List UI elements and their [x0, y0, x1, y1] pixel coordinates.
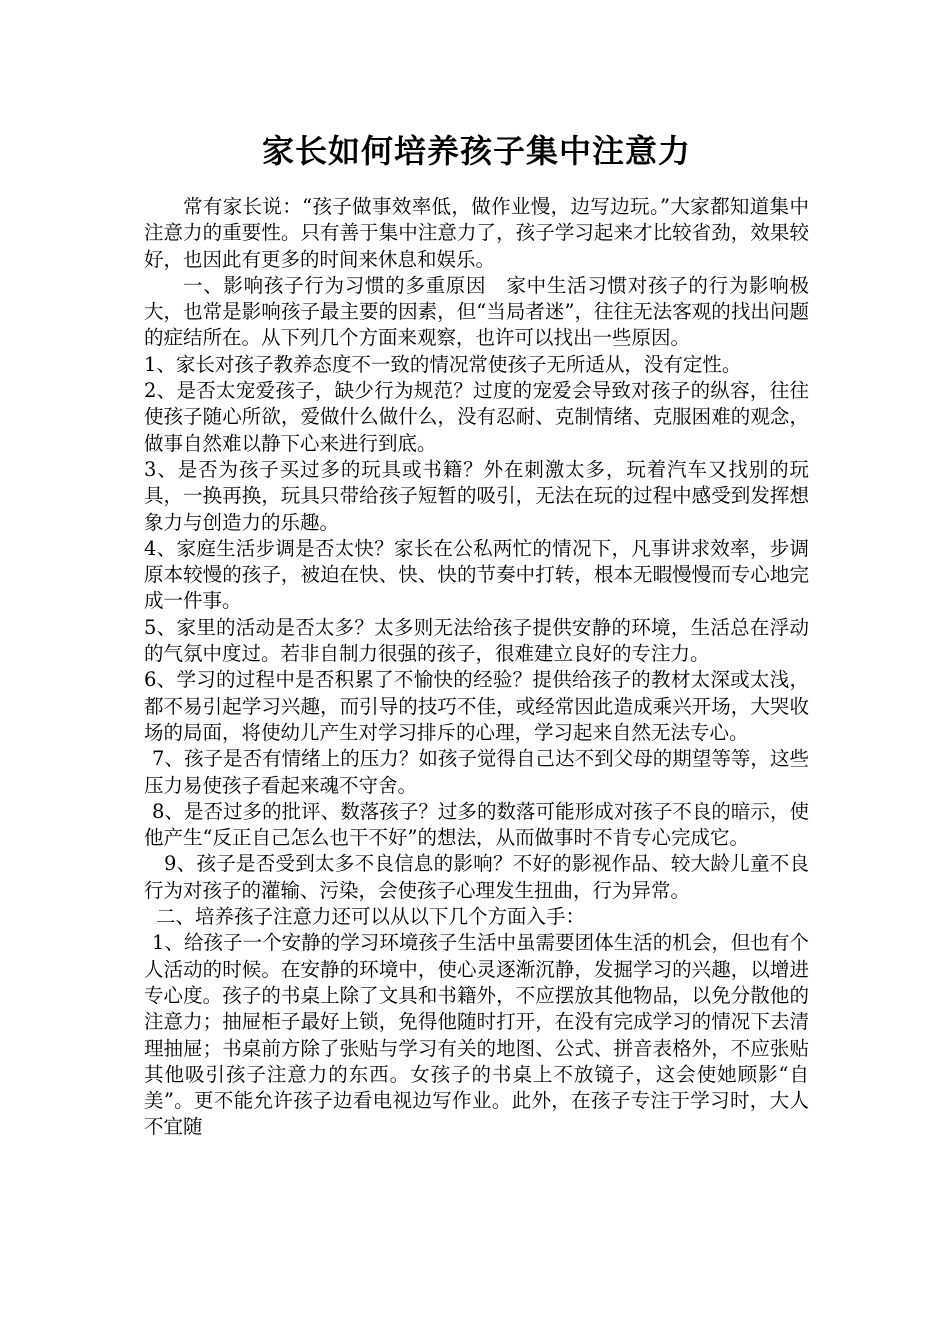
paragraph-section-2-item-1: 1、给孩子一个安静的学习环境孩子生活中虽需要团体生活的机会，但也有个人活动的时候。在安静的环境中，使心灵逐渐沉静，发掘学习的兴趣，以增进专心度。孩子的书桌上除了文具和书籍外，不应摆放其他物品，以免分散他的注意力；抽屉柜子最好上锁，免得他随时打开，在没有完成学习的情况下去清理抽屉；书桌前方除了张贴与学习有关的地图、公式、拼音表格外，不应张贴其他吸引孩子注意力的东西。女孩子的书桌上不放镜子，这会使她顾影“自美”。更不能允许孩子边看电视边写作业。此外，在孩子专注于学习时，大人不宜随: [144, 931, 809, 1139]
paragraph-item-9: 9、孩子是否受到太多不良信息的影响？不好的影视作品、较大龄儿童不良行为对孩子的灌输、污染，会使孩子心理发生扭曲，行为异常。: [144, 852, 809, 902]
paragraph-item-8: 8、是否过多的批评、数落孩子？过多的数落可能形成对孩子不良的暗示，使他产生“反正自己怎么也干不好”的想法，从而做事时不肯专心完成它。: [144, 799, 809, 850]
document-page: [144, 128, 809, 1141]
paragraph-item-5: 5、家里的活动是否太多？太多则无法给孩子提供安静的环境，生活总在浮动的气氛中度过。若非自制力很强的孩子，很难建立良好的专注力。: [144, 615, 809, 666]
paragraph-item-1: 1、家长对孩子教养态度不一致的情况常使孩子无所适从，没有定性。: [144, 352, 742, 376]
document-title: 家长如何培养孩子集中注意力: [261, 132, 691, 170]
paragraph-item-4: 4、家庭生活步调是否太快？家长在公私两忙的情况下，凡事讲求效率，步调原本较慢的孩子，被迫在快、快、快的节奏中打转，根本无暇慢慢而专心地完成一件事。: [144, 536, 809, 613]
paragraph-section-2: 二、培养孩子注意力还可以从以下几个方面入手：: [156, 905, 586, 929]
paragraph-item-3: 3、是否为孩子买过多的玩具或书籍？外在刺激太多，玩着汽车又找别的玩具，一换再换，玩具只带给孩子短暂的吸引，无法在玩的过程中感受到发挥想象力与创造力的乐趣。: [144, 457, 809, 534]
paragraph-item-7: 7、孩子是否有情绪上的压力？如孩子觉得自己达不到父母的期望等等，这些压力易使孩子看起来魂不守舍。: [144, 747, 809, 797]
document-body: [144, 194, 809, 1141]
paragraph-intro: 常有家长说：“孩子做事效率低，做作业慢，边写边玩。”大家都知道集中注意力的重要性。只有善于集中注意力了，孩子学习起来才比较省劲，效果较好，也因此有更多的时间来休息和娱乐。: [144, 195, 809, 271]
paragraph-item-2: 2、是否太宠爱孩子，缺少行为规范？过度的宠爱会导致对孩子的纵容，往往使孩子随心所欲，爱做什么做什么，没有忍耐、克制情绪、克服困难的观念，做事自然难以静下心来进行到底。: [144, 379, 809, 455]
paragraph-section-1: 一、影响孩子行为习惯的多重原因 家中生活习惯对孩子的行为影响极大，也常是影响孩子最主要的因素，但“当局者迷”，往往无法客观的找出问题的症结所在。从下列几个方面来观察，也许可以找出一些原因。: [144, 273, 809, 350]
paragraph-item-6: 6、学习的过程中是否积累了不愉快的经验？提供给孩子的教材太深或太浅，都不易引起学习兴趣，而引导的技巧不佳，或经常因此造成乘兴开场，大哭收场的局面，将使幼儿产生对学习排斥的心理，学习起来自然无法专心。: [144, 668, 809, 744]
